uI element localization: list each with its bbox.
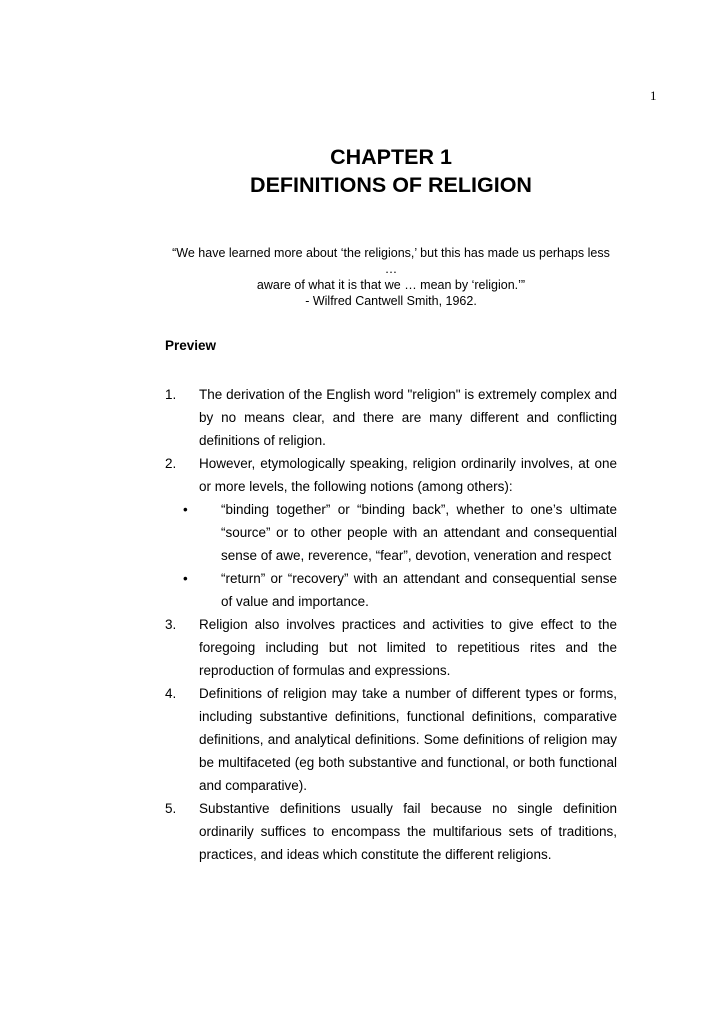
- bullet-text: “binding together” or “binding back”, whether to one’s ultimate “source” or to other people with an attendant and consequential sense of awe, reverence, “fear”, devotion, veneration and respect: [221, 502, 617, 563]
- epigraph-attribution: - Wilfred Cantwell Smith, 1962.: [305, 294, 477, 308]
- preview-heading: Preview: [165, 338, 217, 353]
- point-text: Definitions of religion may take a number of different types or forms, including substantive definitions, functional definitions, comparative definitions, and analytical definitions. Some definitions of religion may be multifaceted (eg both substantive and functional, or both functional and comparative).: [199, 686, 617, 793]
- page-number: 1: [650, 88, 657, 103]
- point-3: [165, 613, 617, 682]
- point-1: [165, 383, 617, 452]
- point-number: 2.: [165, 456, 177, 471]
- bullet-item: [165, 567, 617, 613]
- epigraph-quote-line-2: aware of what it is that we … mean by ‘religion.’”: [256, 278, 526, 292]
- point-4: [165, 682, 617, 797]
- point-text: Substantive definitions usually fail because no single definition ordinarily suffices to encompass the multifarious sets of traditions, practices, and ideas which constitute the different religions.: [199, 801, 617, 862]
- point-number: 5.: [165, 801, 177, 816]
- chapter-number: CHAPTER 1: [330, 145, 452, 169]
- point-5: [165, 797, 617, 866]
- point-number: 1.: [165, 387, 177, 402]
- point-number: 4.: [165, 686, 177, 701]
- point-text: Religion also involves practices and activities to give effect to the foregoing including but not limited to repetitious rites and the reproduction of formulas and expressions.: [199, 617, 617, 678]
- epigraph-quote-line-1: “We have learned more about ‘the religions,’ but this has made us perhaps less …: [172, 246, 610, 276]
- preview-points: [165, 383, 617, 866]
- chapter-title: DEFINITIONS OF RELIGION: [250, 173, 532, 197]
- bullet-icon: •: [183, 571, 188, 586]
- epigraph: [165, 245, 617, 309]
- bullet-item: [165, 498, 617, 567]
- bullet-icon: •: [183, 502, 188, 517]
- point-number: 3.: [165, 617, 177, 632]
- point-2-bullets: [165, 498, 617, 613]
- bullet-text: “return” or “recovery” with an attendant and consequential sense of value and importance.: [221, 571, 617, 609]
- chapter-heading: [165, 143, 617, 199]
- point-2: [165, 452, 617, 498]
- point-text: The derivation of the English word "religion" is extremely complex and by no means clear, and there are many different and conflicting definitions of religion.: [199, 387, 617, 448]
- point-text: However, etymologically speaking, religion ordinarily involves, at one or more levels, the following notions (among others):: [199, 456, 617, 494]
